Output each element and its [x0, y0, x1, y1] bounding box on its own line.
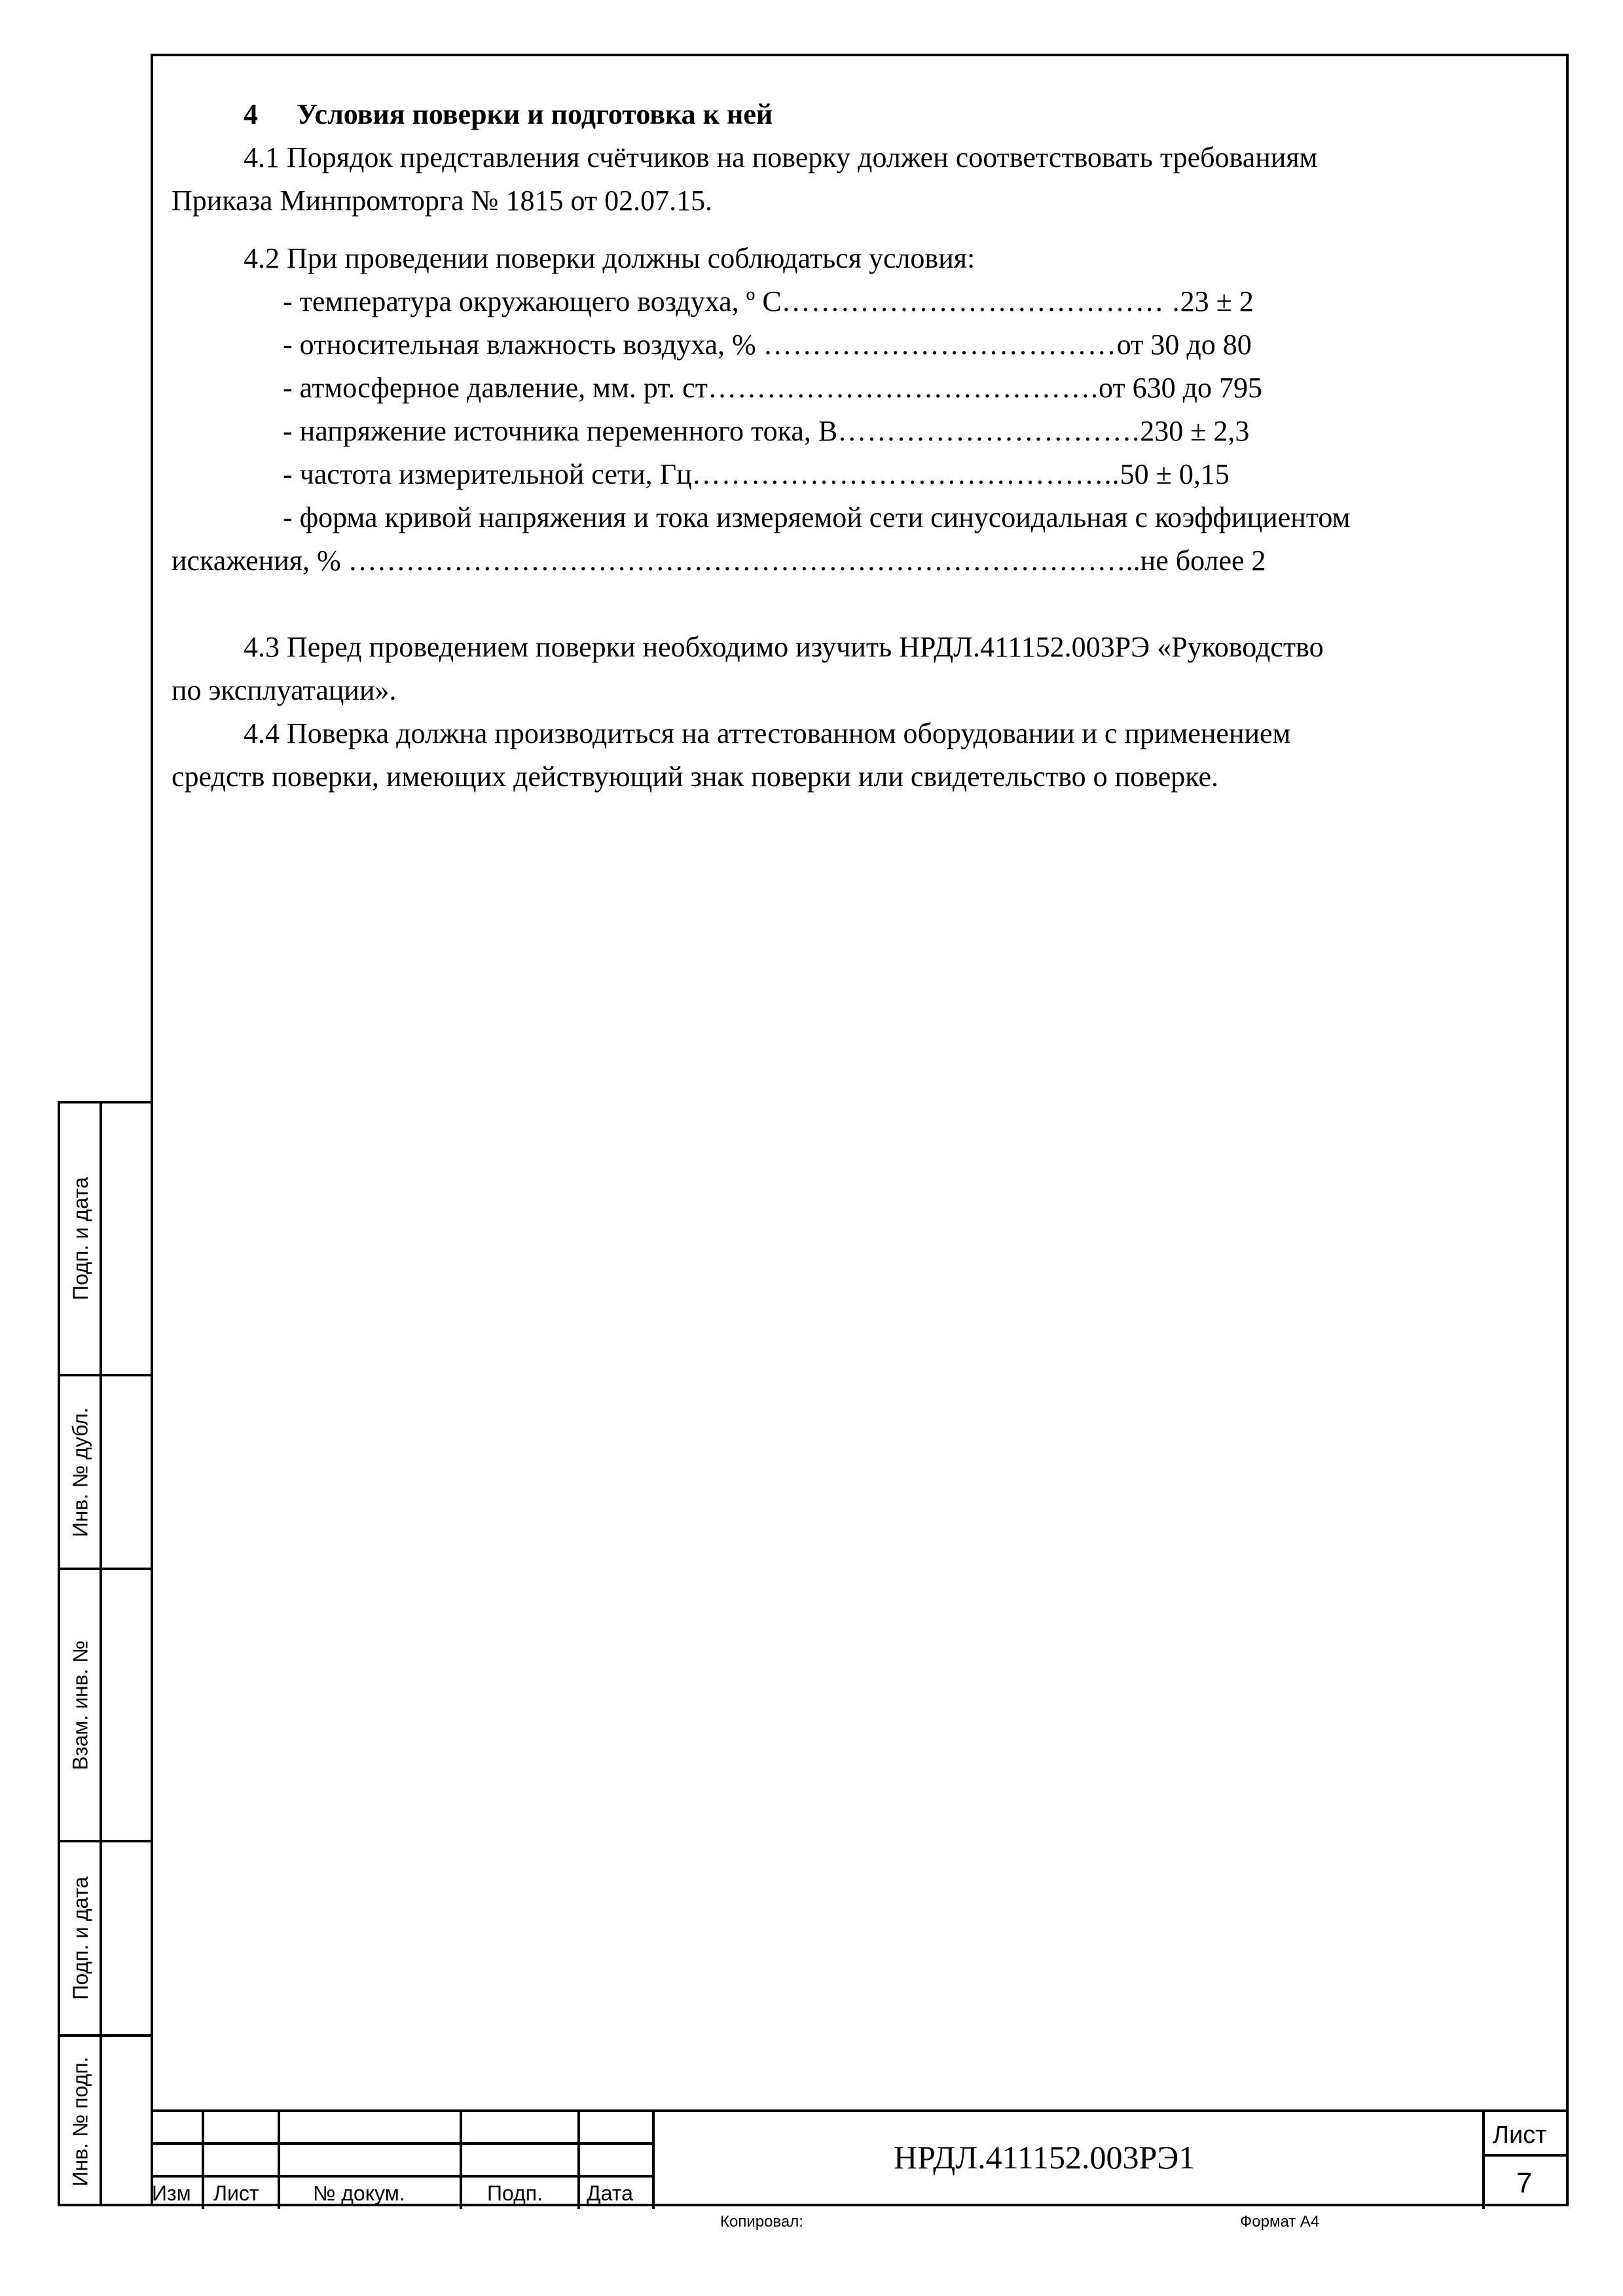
sheet-number: 7 — [1516, 2167, 1533, 2199]
condition-value: от 30 до 80 — [1116, 329, 1252, 361]
section-title: Условия поверки и подготовка к ней — [297, 98, 773, 130]
side-cell-replace-inv: Взам. инв. № — [60, 1570, 151, 1842]
copied-by-label: Копировал: — [720, 2213, 803, 2231]
section-heading — [172, 93, 1520, 136]
condition-waveform-line2: искажения, % ………………………………………………………………………..не более 2 — [172, 545, 1266, 577]
format-label: Формат А4 — [1240, 2213, 1320, 2231]
paragraph-4-3-line2: по эксплуатации». — [172, 674, 397, 706]
side-cell-dup-inv: Инв. № дубл. — [60, 1376, 151, 1570]
condition-value: не более 2 — [1140, 545, 1266, 577]
paragraph-4-1-line2: Приказа Минпромторга № 1815 от 02.07.15. — [172, 185, 713, 217]
side-cell-original-inv: Инв. № подп. — [68, 2056, 92, 2187]
tb-vline — [278, 2112, 280, 2209]
condition-frequency: - частота измерительной сети, Гц……………………………………..50 ± 0,15 — [283, 458, 1230, 490]
paragraph-4-1 — [172, 136, 1520, 223]
paragraph-4-2-intro: 4.2 При проведении поверки должны соблюдаться условия: — [244, 242, 976, 274]
col-header-docnum: № докум. — [313, 2181, 405, 2205]
tb-vline — [652, 2112, 655, 2209]
condition-value: 23 ± 2 — [1180, 285, 1254, 317]
condition-value: от 630 до 795 — [1098, 372, 1262, 404]
paragraph-4-3 — [172, 626, 1520, 712]
tb-vline — [577, 2112, 580, 2209]
side-stamp — [58, 1101, 151, 2206]
document-body — [172, 93, 1520, 798]
condition-voltage: - напряжение источника переменного тока, В………………………….230 ± 2,3 — [283, 415, 1250, 447]
condition-temperature: - температура окружающего воздуха, º С………………………………… .23 ± 2 — [283, 285, 1254, 317]
side-cell-signature-date: Подп. и дата — [60, 1103, 151, 1376]
col-header-list: Лист — [213, 2181, 259, 2205]
side-cell-signature-date-2: Подп. и дата — [60, 1842, 151, 2037]
section-number: 4 — [244, 98, 258, 130]
condition-value: 50 ± 0,15 — [1120, 458, 1230, 490]
condition-humidity: - относительная влажность воздуха, % ………………………………от 30 до 80 — [283, 329, 1252, 361]
document-number: НРДЛ.411152.003РЭ1 — [894, 2139, 1195, 2176]
col-header-izm: Изм — [152, 2181, 191, 2205]
paragraph-4-4-line1: 4.4 Поверка должна производиться на аттестованном оборудовании и с применением — [244, 717, 1291, 749]
spacer — [172, 223, 1520, 237]
col-header-podp: Подп. — [487, 2181, 543, 2205]
condition-value: 230 ± 2,3 — [1140, 415, 1250, 447]
spacer — [172, 583, 1520, 626]
title-block — [151, 2109, 1569, 2206]
tb-vline — [460, 2112, 462, 2209]
paragraph-4-4-line2: средств поверки, имеющих действующий знак поверки или свидетельство о поверке. — [172, 761, 1219, 793]
sheet-label: Лист — [1493, 2121, 1547, 2149]
paragraph-4-2 — [172, 237, 1520, 583]
paragraph-4-3-line1: 4.3 Перед проведением поверки необходимо изучить НРДЛ.411152.003РЭ «Руководство — [244, 631, 1324, 663]
condition-pressure: - атмосферное давление, мм. рт. ст………………………………….от 630 до 795 — [283, 372, 1262, 404]
condition-waveform-line1: - форма кривой напряжения и тока измеряемой сети синусоидальная с коэффициентом — [283, 501, 1351, 533]
tb-vline — [202, 2112, 204, 2209]
paragraph-4-1-line1: 4.1 Порядок представления счётчиков на поверку должен соответствовать требованиям — [244, 141, 1318, 173]
paragraph-4-4 — [172, 712, 1520, 798]
col-header-data: Дата — [587, 2181, 633, 2205]
